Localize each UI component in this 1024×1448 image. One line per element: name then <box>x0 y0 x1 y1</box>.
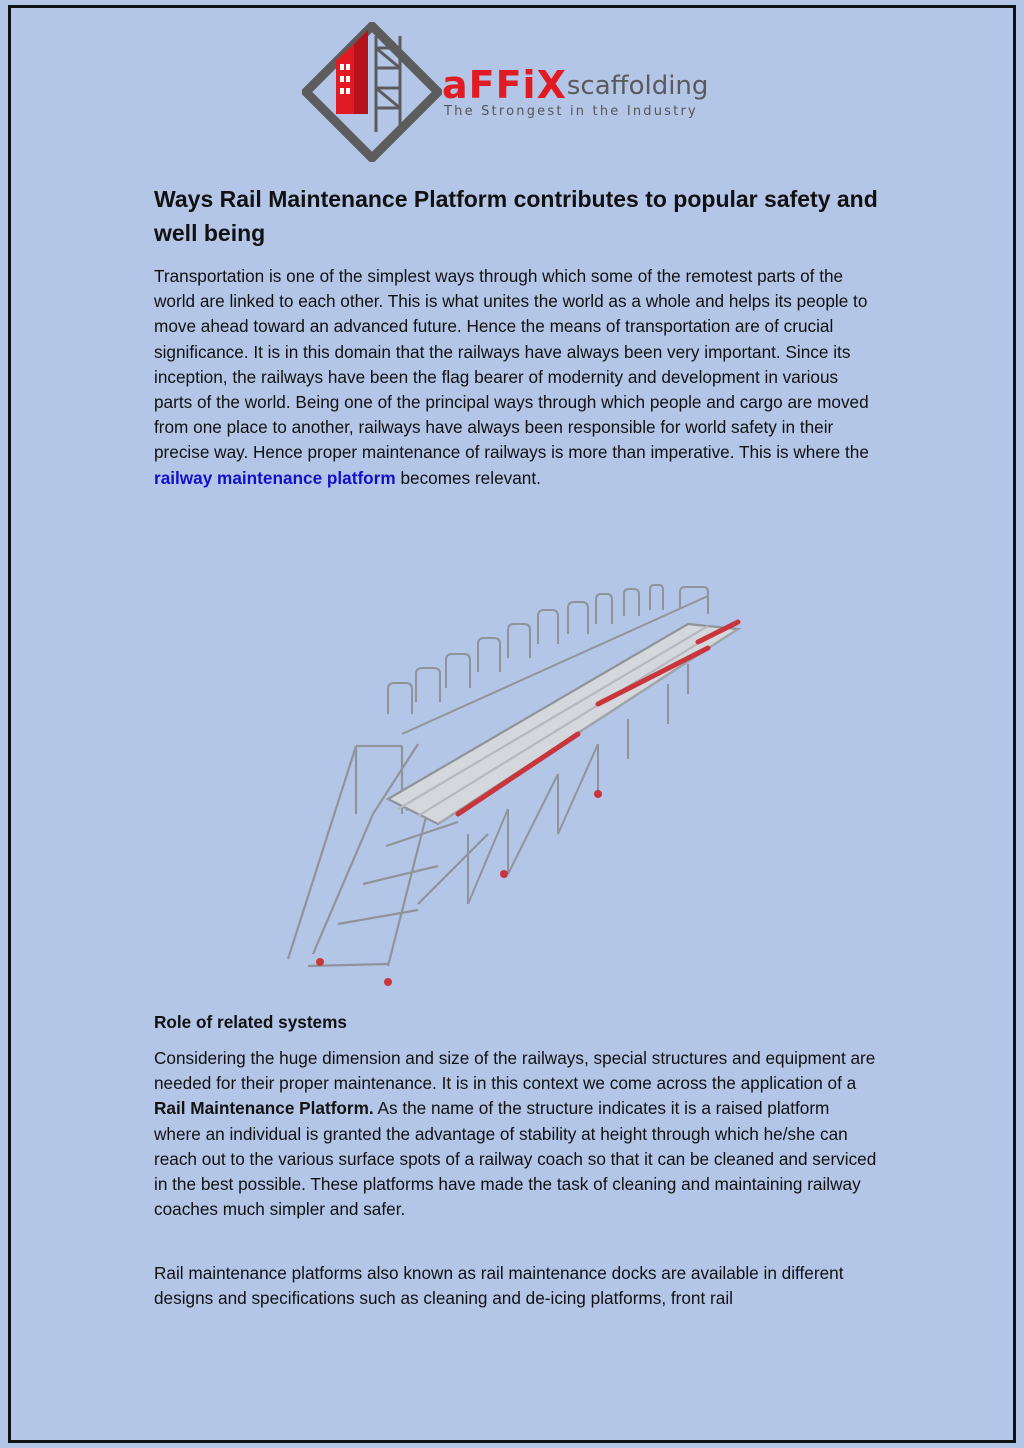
p2-text-before: Considering the huge dimension and size of the railways, special structures and equipment are needed for their proper maintenance. It is in this context we come across the application of a <box>154 1048 876 1094</box>
brand-tagline: The Strongest in the Industry <box>444 104 698 119</box>
brand-name: aFFiX <box>442 63 567 107</box>
closing-paragraph: Rail maintenance platforms also known as rail maintenance docks are available in different designs and specifications such as cleaning and de-icing platforms, front rail <box>154 1263 844 1309</box>
section-heading: Role of related systems <box>154 1012 347 1032</box>
railway-platform-link[interactable]: railway maintenance platform <box>154 467 396 488</box>
section-paragraph <box>154 1046 878 1222</box>
intro-text: Transportation is one of the simplest ways through which some of the remotest parts of the world are linked to each other. This is what unites the world as a whole and helps its people to move ahead toward an advanced future. Hence the means of transportation are of crucial significance. It is in this domain that the railways have always been very important. Since its inception, the railways have been the flag bearer of modernity and development in various parts of the world. Being one of the principal ways through which people and cargo are moved from one place to another, railways have always been responsible for world safety in their precise way. Hence proper maintenance of railways is more than imperative. This is where the <box>154 266 869 463</box>
brand-logo[interactable] <box>302 22 722 162</box>
p2-bold-term: Rail Maintenance Platform. <box>154 1098 374 1119</box>
article-title: Ways Rail Maintenance Platform contributes to popular safety and well being <box>154 186 878 246</box>
affix-logo-icon <box>302 22 442 162</box>
rail-platform-illustration <box>268 584 748 994</box>
p2-text-after: As the name of the structure indicates it is a raised platform where an individual is granted the advantage of stability at height through which he/she can reach out to the various surface spots of a railway coach so that it can be cleaned and serviced in the best possible. These platforms have made the task of cleaning and maintaining railway coaches much simpler and safer. <box>154 1098 877 1220</box>
brand-name-suffix: scaffolding <box>566 71 709 101</box>
intro-paragraph <box>154 264 878 491</box>
intro-tail: becomes relevant. <box>395 467 541 488</box>
